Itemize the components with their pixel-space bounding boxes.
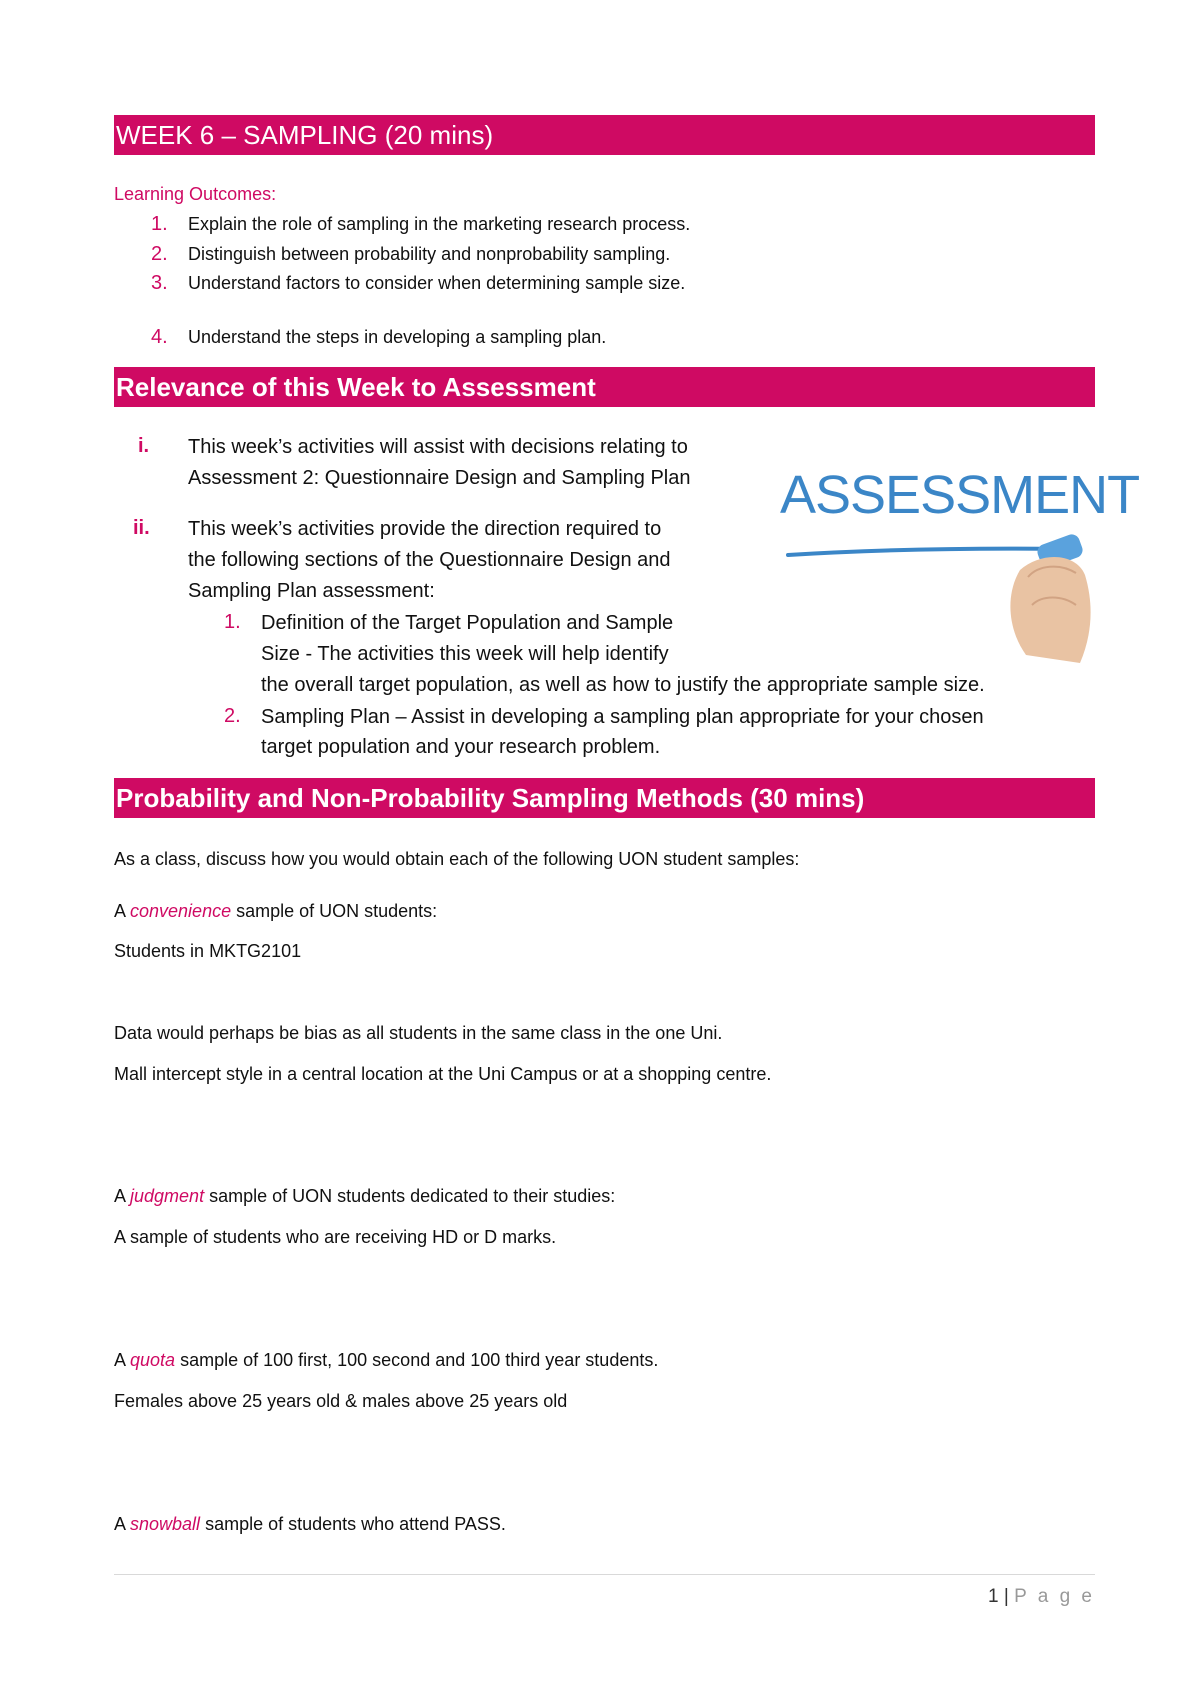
methods-banner: Probability and Non-Probability Sampling Methods (30 mins)	[114, 778, 1095, 818]
page-footer	[988, 1586, 1095, 1608]
subitem-line: target population and your research problem.	[261, 736, 661, 758]
item-i-line: This week’s activities will assist with decisions relating to	[188, 436, 688, 458]
relevance-banner: Relevance of this Week to Assessment	[114, 367, 1095, 407]
page-label: P a g e	[1014, 1586, 1095, 1607]
methods-intro: As a class, discuss how you would obtain each of the following UON student samples:	[114, 849, 800, 869]
judgment-answer: A sample of students who are receiving HD or D marks.	[114, 1227, 557, 1247]
subitem-line: Size - The activities this week will help identify	[261, 643, 669, 665]
item-ii-line: This week’s activities provide the direction required to	[188, 518, 662, 540]
subitem-line: Definition of the Target Population and Sample	[261, 612, 674, 634]
outcome-text: Understand the steps in developing a sampling plan.	[188, 327, 607, 347]
item-ii-number: ii.	[133, 517, 150, 539]
outcome-number: 1.	[151, 213, 168, 235]
outcome-number: 3.	[151, 272, 168, 294]
snowball-term: snowball	[130, 1514, 201, 1534]
outcome-text: Understand factors to consider when determining sample size.	[188, 273, 686, 293]
week-title-banner: WEEK 6 – SAMPLING (20 mins)	[114, 115, 1095, 155]
outcome-number: 4.	[151, 326, 168, 348]
quota-term: quota	[130, 1350, 176, 1370]
subitem-line: the overall target population, as well as how to justify the appropriate sample size.	[261, 674, 985, 696]
assessment-image	[780, 455, 1140, 665]
item-ii-line: the following sections of the Questionnaire Design and	[188, 549, 671, 571]
footer-separator: |	[1003, 1586, 1009, 1607]
outcome-text: Explain the role of sampling in the marketing research process.	[188, 214, 691, 234]
item-ii-line: Sampling Plan assessment:	[188, 580, 435, 602]
judgment-prompt: A judgment sample of UON students dedicated to their studies:	[114, 1186, 616, 1206]
quota-answer: Females above 25 years old & males above 25 years old	[114, 1391, 568, 1411]
outcome-number: 2.	[151, 243, 168, 265]
subitem-number: 1.	[224, 611, 241, 633]
snowball-prompt: A snowball sample of students who attend PASS.	[114, 1514, 506, 1534]
subitem-line: Sampling Plan – Assist in developing a sampling plan appropriate for your chosen	[261, 706, 984, 728]
convenience-answer: Mall intercept style in a central location at the Uni Campus or at a shopping centre.	[114, 1064, 772, 1084]
subitem-number: 2.	[224, 705, 241, 727]
convenience-answer: Students in MKTG2101	[114, 941, 302, 961]
page-number: 1	[988, 1586, 999, 1607]
quota-prompt: A quota sample of 100 first, 100 second and 100 third year students.	[114, 1350, 659, 1370]
judgment-term: judgment	[130, 1186, 205, 1206]
convenience-prompt: A convenience sample of UON students:	[114, 901, 438, 921]
item-i-number: i.	[138, 435, 150, 457]
outcome-text: Distinguish between probability and nonprobability sampling.	[188, 244, 671, 264]
learning-outcomes-heading: Learning Outcomes:	[114, 184, 277, 204]
assessment-image-text: ASSESSMENT	[780, 465, 1140, 525]
convenience-answer: Data would perhaps be bias as all students in the same class in the one Uni.	[114, 1023, 723, 1043]
footer-divider	[114, 1574, 1095, 1575]
item-i-line: Assessment 2: Questionnaire Design and Sampling Plan	[188, 467, 691, 489]
convenience-term: convenience	[130, 901, 232, 921]
